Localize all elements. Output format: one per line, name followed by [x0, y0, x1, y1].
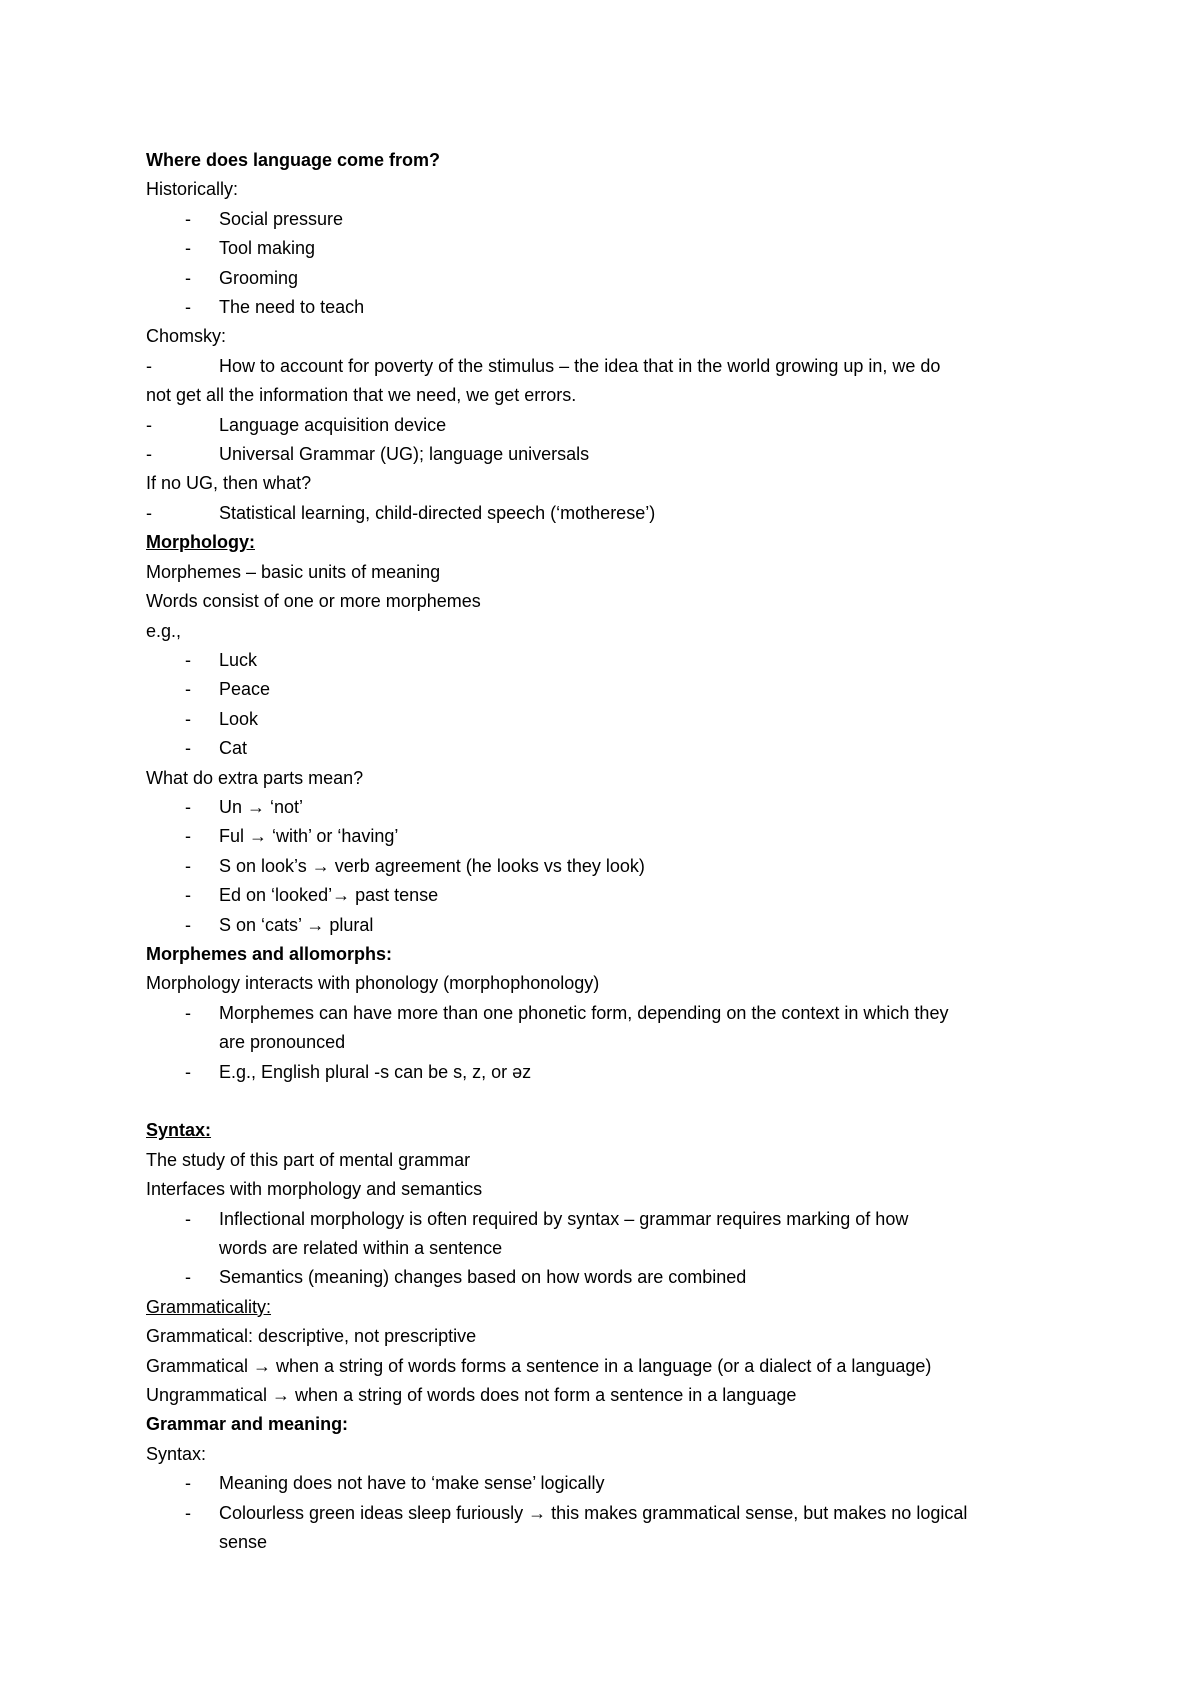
list-item: - Morphemes can have more than one phonetic form, depending on the context in which they are pronounced — [185, 1002, 949, 1053]
historically-label: Historically: — [146, 179, 239, 200]
paragraph: Grammatical: descriptive, not prescriptive — [146, 1326, 477, 1347]
heading-syntax: Syntax: — [146, 1120, 212, 1141]
list-item: - Ed on ‘looked’→ past tense — [185, 885, 439, 906]
paragraph: Interfaces with morphology and semantics — [146, 1179, 483, 1200]
heading-allomorphs: Morphemes and allomorphs: — [146, 943, 393, 964]
heading-grammar-meaning: Grammar and meaning: — [146, 1414, 349, 1435]
list-item: - The need to teach — [185, 297, 365, 318]
list-item: - Inflectional morphology is often required by syntax – grammar requires marking of how words are related within a sentence — [185, 1208, 909, 1259]
list-item: - Statistical learning, child-directed speech (‘motherese’) — [146, 502, 656, 523]
list-item: - Meaning does not have to ‘make sense’ logically — [185, 1473, 605, 1494]
list-item: - Social pressure — [185, 208, 344, 229]
paragraph: The study of this part of mental grammar — [146, 1149, 471, 1170]
document-body — [146, 146, 1066, 1557]
heading-morphology: Morphology: — [146, 532, 255, 553]
list-item: - E.g., English plural -s can be s, z, or əz — [185, 1061, 532, 1082]
list-item: - Language acquisition device — [146, 414, 447, 435]
list-item: - Universal Grammar (UG); language universals — [146, 444, 590, 465]
heading-grammaticality: Grammaticality: — [146, 1296, 272, 1317]
list-item: - Look — [185, 708, 259, 729]
list-item: - Un → ‘not’ — [185, 796, 304, 817]
paragraph: Ungrammatical → when a string of words does not form a sentence in a language — [146, 1385, 797, 1406]
list-item: - Colourless green ideas sleep furiously → this makes grammatical sense, but makes no logical sense — [185, 1502, 968, 1553]
list-item-continuation: not get all the information that we need, we get errors. — [146, 385, 577, 406]
paragraph: Grammatical → when a string of words forms a sentence in a language (or a dialect of a language) — [146, 1355, 932, 1376]
list-item: - Grooming — [185, 267, 299, 288]
chomsky-label: Chomsky: — [146, 326, 227, 347]
list-item: - How to account for poverty of the stimulus – the idea that in the world growing up in, we do — [146, 355, 941, 376]
paragraph: e.g., — [146, 620, 182, 641]
list-item: - Luck — [185, 649, 258, 670]
list-item: - Peace — [185, 679, 271, 700]
paragraph: What do extra parts mean? — [146, 767, 364, 788]
paragraph: Words consist of one or more morphemes — [146, 591, 481, 612]
list-item: - S on look’s → verb agreement (he looks vs they look) — [185, 855, 645, 876]
paragraph: Syntax: — [146, 1443, 207, 1464]
heading-language-origin: Where does language come from? — [146, 150, 441, 170]
paragraph: Morphology interacts with phonology (morphophonology) — [146, 973, 600, 994]
list-item: - Ful → ‘with’ or ‘having’ — [185, 826, 399, 847]
paragraph: Morphemes – basic units of meaning — [146, 561, 441, 582]
no-ug-label: If no UG, then what? — [146, 473, 312, 494]
list-item: - Cat — [185, 738, 248, 759]
list-item: - Semantics (meaning) changes based on how words are combined — [185, 1267, 747, 1288]
list-item: - S on ‘cats’ → plural — [185, 914, 374, 935]
list-item: - Tool making — [185, 238, 316, 259]
spacer — [146, 1087, 1066, 1116]
